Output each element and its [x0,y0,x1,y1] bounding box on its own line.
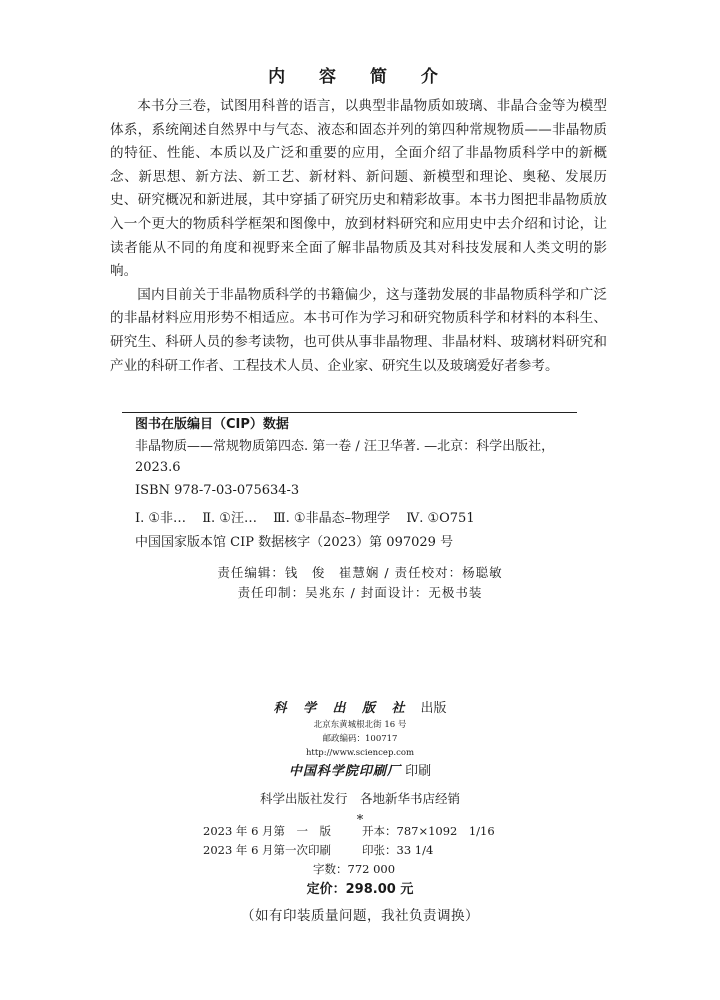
spec-sheets: 印张：33 1/4 [362,843,434,857]
price: 定价：298.00 元 [306,882,414,897]
spec-format: 开本：787×1092 1/16 [362,824,495,838]
cip-class-2: Ⅱ. ①汪… [202,511,257,526]
cip-classification [135,508,575,530]
credits-editors: 责任编辑：钱 俊 崔慧娴 / 责任校对：杨聪敏 [217,565,503,580]
spec-row-wordcount [0,860,720,879]
publisher-name: 科 学 出 版 社 [273,701,411,716]
specs-block [0,822,720,879]
credits-production: 责任印制：吴兆东 / 封面设计：无极书装 [237,585,483,600]
cip-divider [122,412,577,413]
printer-line [0,762,720,782]
publisher-line [0,700,720,718]
synopsis [110,95,607,378]
cip-class-3: Ⅲ. ①非晶态–物理学 [273,511,391,526]
printer-suffix: 印刷 [405,764,432,779]
cip-record [135,414,575,554]
publisher-website: http://www.sciencep.com [305,748,415,758]
cip-isbn: ISBN 978-7-03-075634-3 [135,483,300,498]
quality-note: （如有印装质量问题，我社负责调换） [241,908,479,924]
publisher-address: 北京东黄城根北街 16 号 [313,720,407,730]
separator-star: * [356,813,364,828]
synopsis-paragraph-2: 国内目前关于非晶物质科学的书籍偏少，这与蓬勃发展的非晶物质科学和广泛的非晶材料应用形势不相适应。本书可作为学习和研究物质科学和材料的本科生、研究生、科研人员的参考读物，也可供从事非晶物理、非晶材料、玻璃材料研究和产业的科研工作者、工程技术人员、企业家、研究生以及玻璃爱好者参考。 [110,286,607,374]
synopsis-paragraph-1: 本书分三卷，试图用科普的语言，以典型非晶物质如玻璃、非晶合金等为模型体系，系统阐述自然界中与气态、液态和固态并列的第四种常规物质——非晶物质的特征、性能、本质以及广泛和重要的应用，全面介绍了非晶物质科学中的新概念、新思想、新方法、新工艺、新材料、新问题、新模型和理论、奥秘、发展历史、研究概况和新进展，其中穿插了研究历史和精彩故事。本书力图把非晶物质放入一个更大的物质科学框架和图像中，放到材料研究和应用史中去介绍和讨论，让读者能从不同的角度和视野来全面了解非晶物质及其对科技发展和人类文明的影响。 [110,98,607,280]
cip-number: 中国国家版本馆 CIP 数据核字（2023）第 097029 号 [135,535,454,550]
publisher-suffix: 出版 [420,701,447,716]
cip-class-1: Ⅰ. ①非… [135,511,187,526]
publisher-block [0,700,720,828]
cip-class-4: Ⅳ. ①O751 [406,511,475,526]
page-title: 内 容 简 介 [268,67,452,87]
spec-row-edition [0,822,720,841]
cip-bibliographic-record: 非晶物质——常规物质第四态. 第一卷 / 汪卫华著. —北京：科学出版社，2023.6 [135,439,555,475]
spec-printing: 2023 年 6 月第一次印刷 [203,843,332,857]
spec-edition: 2023 年 6 月第 一 版 [203,824,332,838]
cip-heading: 图书在版编目（CIP）数据 [135,417,289,432]
publisher-postcode: 邮政编码：100717 [322,734,398,744]
spec-wordcount: 字数：772 000 [313,862,396,876]
distribution-line: 科学出版社发行 各地新华书店经销 [259,791,460,806]
printer-name: 中国科学院印刷厂 [288,764,401,779]
spec-row-printing [0,841,720,860]
